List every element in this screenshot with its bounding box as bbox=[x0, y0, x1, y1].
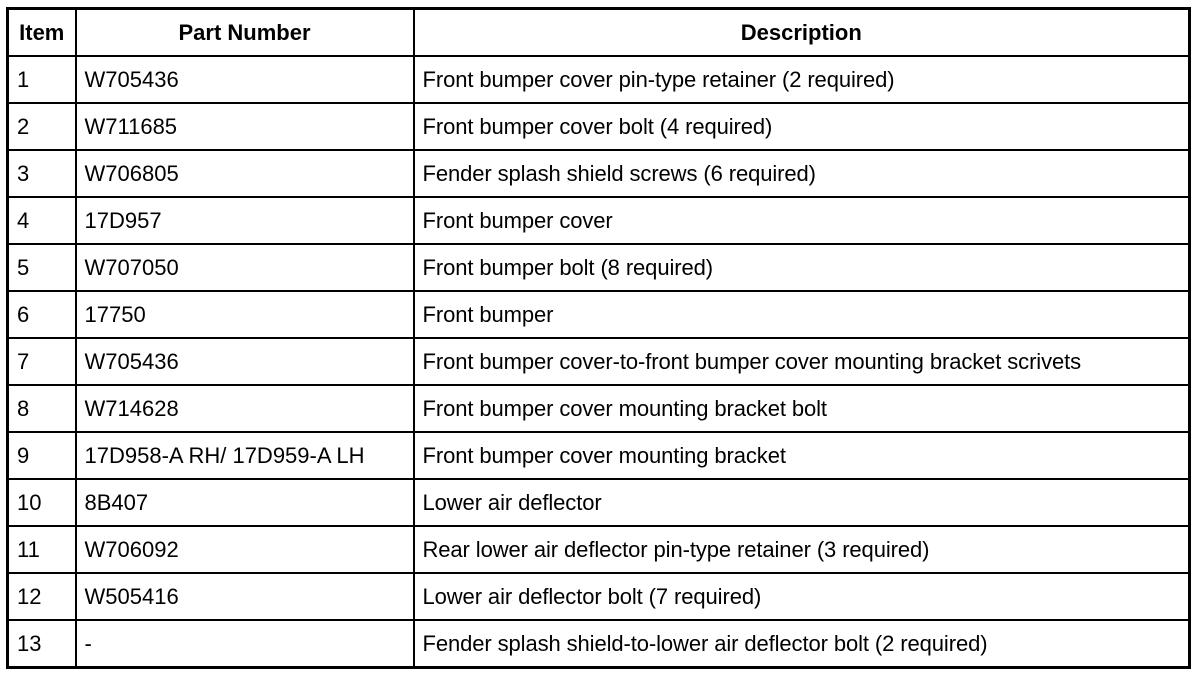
cell-part-number: W714628 bbox=[76, 385, 414, 432]
cell-part-number: 17D957 bbox=[76, 197, 414, 244]
cell-description: Front bumper cover-to-front bumper cover mounting bracket scrivets bbox=[414, 338, 1190, 385]
header-part-number: Part Number bbox=[76, 9, 414, 57]
cell-part-number: 17750 bbox=[76, 291, 414, 338]
cell-part-number: W505416 bbox=[76, 573, 414, 620]
cell-description: Front bumper cover mounting bracket bbox=[414, 432, 1190, 479]
table-header-row bbox=[8, 9, 1190, 57]
cell-part-number: - bbox=[76, 620, 414, 668]
cell-description: Front bumper cover bolt (4 required) bbox=[414, 103, 1190, 150]
parts-table-container bbox=[6, 7, 1188, 676]
table-row bbox=[8, 197, 1190, 244]
table-row bbox=[8, 150, 1190, 197]
cell-item: 9 bbox=[8, 432, 76, 479]
cell-item: 11 bbox=[8, 526, 76, 573]
cell-part-number: W705436 bbox=[76, 338, 414, 385]
table-row bbox=[8, 526, 1190, 573]
header-item: Item bbox=[8, 9, 76, 57]
cell-item: 10 bbox=[8, 479, 76, 526]
cell-description: Fender splash shield screws (6 required) bbox=[414, 150, 1190, 197]
cell-description: Lower air deflector bbox=[414, 479, 1190, 526]
cell-description: Rear lower air deflector pin-type retainer (3 required) bbox=[414, 526, 1190, 573]
cell-description: Front bumper cover mounting bracket bolt bbox=[414, 385, 1190, 432]
table-row bbox=[8, 244, 1190, 291]
cell-item: 13 bbox=[8, 620, 76, 668]
cell-description: Front bumper bolt (8 required) bbox=[414, 244, 1190, 291]
cell-description: Lower air deflector bolt (7 required) bbox=[414, 573, 1190, 620]
cell-part-number: W711685 bbox=[76, 103, 414, 150]
cell-part-number: W707050 bbox=[76, 244, 414, 291]
cell-description: Front bumper bbox=[414, 291, 1190, 338]
table-row bbox=[8, 385, 1190, 432]
cell-part-number: W706092 bbox=[76, 526, 414, 573]
cell-part-number: 17D958-A RH/ 17D959-A LH bbox=[76, 432, 414, 479]
table-row bbox=[8, 620, 1190, 668]
cell-item: 4 bbox=[8, 197, 76, 244]
table-row bbox=[8, 573, 1190, 620]
cell-item: 6 bbox=[8, 291, 76, 338]
header-description: Description bbox=[414, 9, 1190, 57]
table-row bbox=[8, 479, 1190, 526]
cell-part-number: W706805 bbox=[76, 150, 414, 197]
cell-item: 12 bbox=[8, 573, 76, 620]
cell-description: Front bumper cover bbox=[414, 197, 1190, 244]
cell-description: Front bumper cover pin-type retainer (2 required) bbox=[414, 56, 1190, 103]
cell-item: 5 bbox=[8, 244, 76, 291]
cell-item: 1 bbox=[8, 56, 76, 103]
table-row bbox=[8, 103, 1190, 150]
parts-table bbox=[6, 7, 1191, 669]
cell-item: 8 bbox=[8, 385, 76, 432]
table-row bbox=[8, 432, 1190, 479]
cell-description: Fender splash shield-to-lower air deflector bolt (2 required) bbox=[414, 620, 1190, 668]
cell-item: 2 bbox=[8, 103, 76, 150]
table-row bbox=[8, 56, 1190, 103]
cell-item: 7 bbox=[8, 338, 76, 385]
cell-part-number: W705436 bbox=[76, 56, 414, 103]
cell-item: 3 bbox=[8, 150, 76, 197]
table-row bbox=[8, 291, 1190, 338]
cell-part-number: 8B407 bbox=[76, 479, 414, 526]
table-row bbox=[8, 338, 1190, 385]
